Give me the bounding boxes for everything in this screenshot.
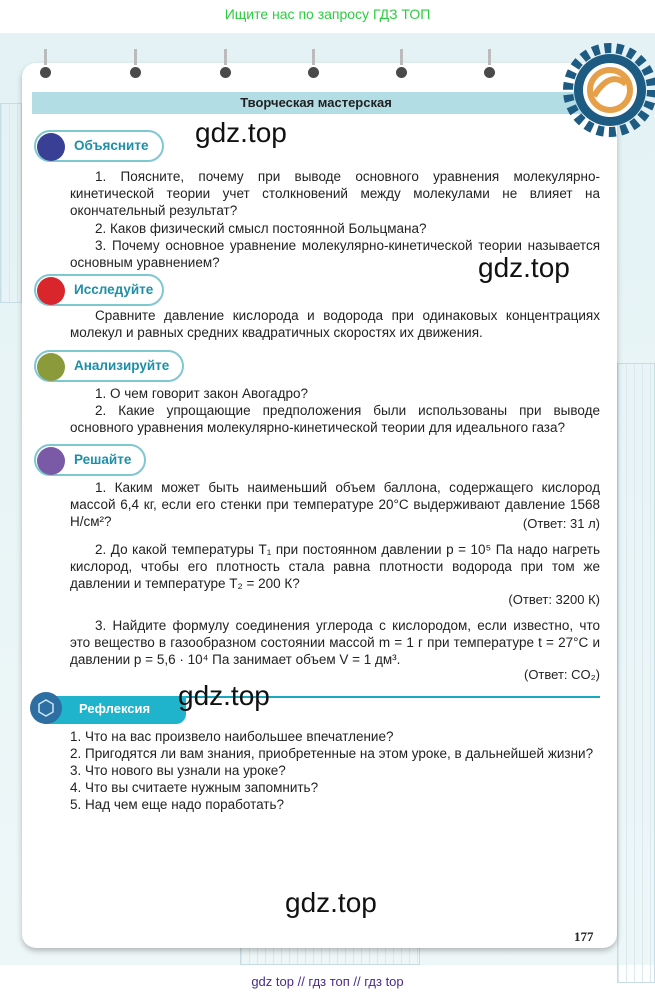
- analyze-item: 2. Какие упрощающие предположения были использованы при выводе основного уравнения молекулярно-кинетической теории для идеального газа?: [70, 403, 600, 435]
- list-item: 1. Что на вас произвело наибольшее впечатление?: [70, 729, 394, 744]
- circle-icon: [37, 133, 65, 161]
- page-number: 177: [574, 929, 594, 944]
- binder-ring-icon: [220, 67, 231, 78]
- explain-item: 2. Каков физический смысл постоянной Больцмана?: [95, 221, 427, 236]
- reflection-header: [30, 692, 598, 724]
- reflection-tab: Рефлексия: [44, 696, 186, 724]
- watermark: gdz.top: [195, 117, 287, 148]
- binder-ring-icon: [308, 67, 319, 78]
- explain-item: 3. Почему основное уравнение молекулярно-кинетической теории называется основным уравнением?: [70, 238, 600, 270]
- gear-logo-icon: [560, 40, 655, 140]
- analyze-badge: [34, 350, 184, 382]
- binder-ring-icon: [130, 67, 141, 78]
- footer-links[interactable]: gdz top // гдз топ // гдз top: [251, 974, 404, 989]
- binder-ring-icon: [484, 67, 495, 78]
- circle-icon: [37, 447, 65, 475]
- background-blueprint: [0, 103, 22, 303]
- circle-icon: [37, 277, 65, 305]
- analyze-label: Анализируйте: [74, 358, 170, 373]
- research-text: Сравните давление кислорода и водорода при одинаковых концентрациях молекул и равных средних квадратичных скоростях их движения.: [70, 308, 600, 340]
- solve-problem: 3. Найдите формулу соединения углерода с кислородом, если известно, что это вещество в газообразном состоянии массой m = 1 г при температуре t = 27°С и давлении p = 5,6 · 10⁴ Па занимает объем V = 1 дм³.: [70, 618, 600, 667]
- background-blueprint: [240, 945, 420, 965]
- watermark: gdz.top: [178, 680, 270, 711]
- solve-answer: (Ответ: 3200 К): [508, 592, 600, 607]
- analyze-item: 1. О чем говорит закон Авогадро?: [95, 386, 309, 401]
- solve-badge: [34, 444, 146, 476]
- circle-icon: [37, 353, 65, 381]
- binder-ring-icon: [396, 67, 407, 78]
- background-blueprint: [617, 363, 655, 983]
- explain-badge: [34, 130, 164, 162]
- list-item: 5. Над чем еще надо поработать?: [70, 797, 285, 812]
- list-item: 3. Что нового вы узнали на уроке?: [70, 763, 286, 778]
- research-label: Исследуйте: [74, 282, 154, 297]
- molecule-icon: [30, 692, 62, 724]
- solve-answer: (Ответ: CO₂): [523, 667, 600, 682]
- research-badge: [34, 274, 164, 306]
- explain-label: Объясните: [74, 138, 149, 153]
- solve-problem: 1. Каким может быть наименьший объем баллона, содержащего кислород массой 6,4 кг, если его стенки при температуре 20°С выдерживают давление 1568 Н/см²?: [70, 480, 600, 529]
- solve-problem: 2. До какой температуры T₁ при постоянном давлении p = 10⁵ Па надо нагреть кислород, чтобы его плотность стала равна плотности водорода при том же давлении и температуре T₂ = 200 К?: [70, 542, 600, 591]
- section-header: Творческая мастерская: [32, 92, 600, 114]
- solve-answer: (Ответ: 31 л): [522, 516, 600, 531]
- solve-label: Решайте: [74, 452, 132, 467]
- reflection-list: [70, 728, 593, 813]
- top-banner: Ищите нас по запросу ГДЗ ТОП: [224, 6, 431, 22]
- binder-ring-icon: [40, 67, 51, 78]
- watermark: gdz.top: [478, 252, 570, 283]
- explain-item: 1. Поясните, почему при выводе основного уравнения молекулярно-кинетической теории учет столкновений между молекулами не влияет на окончательный результат?: [70, 169, 600, 218]
- list-item: 2. Пригодятся ли вам знания, приобретенные на этом уроке, в дальнейшей жизни?: [70, 746, 594, 761]
- list-item: 4. Что вы считаете нужным запомнить?: [70, 780, 319, 795]
- watermark: gdz.top: [285, 887, 377, 918]
